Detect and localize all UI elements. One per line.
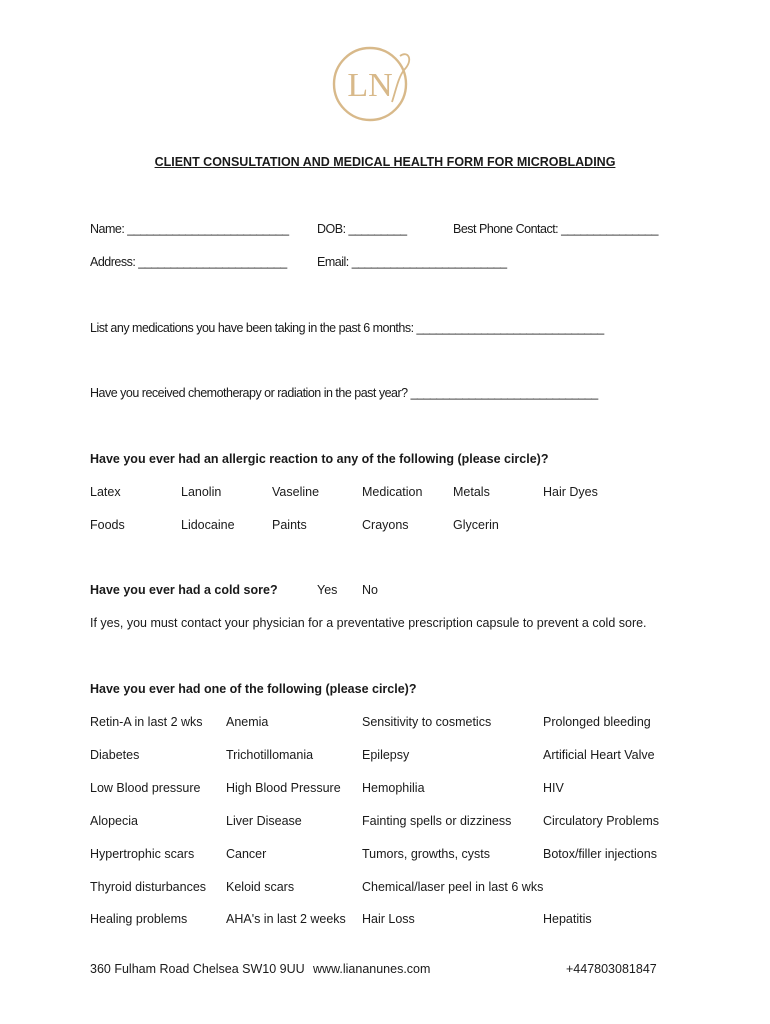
allergy-option[interactable]: Hair Dyes [543, 485, 598, 499]
condition-option[interactable]: Chemical/laser peel in last 6 wks [362, 880, 544, 894]
condition-option[interactable]: Trichotillomania [226, 748, 314, 762]
email-field[interactable]: Email: ________________________ [317, 255, 507, 269]
name-field[interactable]: Name: _________________________ [90, 222, 289, 236]
brand-logo [330, 42, 416, 124]
allergy-heading: Have you ever had an allergic reaction to any of the following (please circle)? [90, 452, 549, 466]
form-title: CLIENT CONSULTATION AND MEDICAL HEALTH FORM FOR MICROBLADING [154, 155, 616, 169]
allergy-option[interactable]: Lidocaine [181, 518, 235, 532]
condition-option[interactable]: High Blood Pressure [226, 781, 341, 795]
condition-option[interactable]: Thyroid disturbances [90, 880, 207, 894]
condition-option[interactable]: Fainting spells or dizziness [362, 814, 512, 828]
medications-question[interactable]: List any medications you have been taking in the past 6 months: _____________________________ [90, 321, 604, 335]
condition-option[interactable]: Hair Loss [362, 912, 415, 926]
condition-option[interactable]: Anemia [226, 715, 269, 729]
phone-field[interactable]: Best Phone Contact: _______________ [453, 222, 658, 236]
chemo-question[interactable]: Have you received chemotherapy or radiation in the past year? _____________________________ [90, 386, 598, 400]
condition-option[interactable]: Tumors, growths, cysts [362, 847, 491, 861]
condition-option[interactable]: Hypertrophic scars [90, 847, 195, 861]
condition-option[interactable]: Hepatitis [543, 912, 592, 926]
condition-option[interactable]: Epilepsy [362, 748, 410, 762]
allergy-option[interactable]: Paints [272, 518, 307, 532]
allergy-option[interactable]: Medication [362, 485, 423, 499]
condition-option[interactable]: Diabetes [90, 748, 140, 762]
allergy-option[interactable]: Foods [90, 518, 125, 532]
condition-option[interactable]: AHA's in last 2 weeks [226, 912, 346, 926]
footer-address: 360 Fulham Road Chelsea SW10 9UU [90, 962, 305, 976]
cold-sore-note: If yes, you must contact your physician for a preventative prescription capsule to prevent a cold sore. [90, 616, 647, 630]
condition-option[interactable]: Circulatory Problems [543, 814, 660, 828]
condition-option[interactable]: Retin-A in last 2 wks [90, 715, 203, 729]
condition-option[interactable]: Cancer [226, 847, 267, 861]
logo-monogram: LN [347, 67, 393, 104]
allergy-option[interactable]: Metals [453, 485, 490, 499]
condition-option[interactable]: HIV [543, 781, 564, 795]
allergy-option[interactable]: Lanolin [181, 485, 222, 499]
dob-field[interactable]: DOB: _________ [317, 222, 407, 236]
condition-option[interactable]: Hemophilia [362, 781, 425, 795]
condition-option[interactable]: Keloid scars [226, 880, 295, 894]
condition-option[interactable]: Botox/filler injections [543, 847, 657, 861]
condition-option[interactable]: Liver Disease [226, 814, 302, 828]
condition-option[interactable]: Healing problems [90, 912, 188, 926]
condition-option[interactable]: Low Blood pressure [90, 781, 201, 795]
cold-sore-heading: Have you ever had a cold sore? [90, 583, 278, 597]
cold-sore-yes[interactable]: Yes [317, 583, 338, 597]
allergy-option[interactable]: Crayons [362, 518, 409, 532]
footer-phone: +447803081847 [566, 962, 657, 976]
condition-option[interactable]: Alopecia [90, 814, 138, 828]
address-field[interactable]: Address: _______________________ [90, 255, 287, 269]
allergy-option[interactable]: Latex [90, 485, 121, 499]
condition-option[interactable]: Artificial Heart Valve [543, 748, 655, 762]
allergy-option[interactable]: Glycerin [453, 518, 499, 532]
condition-option[interactable]: Sensitivity to cosmetics [362, 715, 492, 729]
cold-sore-no[interactable]: No [362, 583, 378, 597]
condition-option[interactable]: Prolonged bleeding [543, 715, 651, 729]
footer-website[interactable]: www.liananunes.com [313, 962, 431, 976]
conditions-heading: Have you ever had one of the following (please circle)? [90, 682, 417, 696]
allergy-option[interactable]: Vaseline [272, 485, 320, 499]
